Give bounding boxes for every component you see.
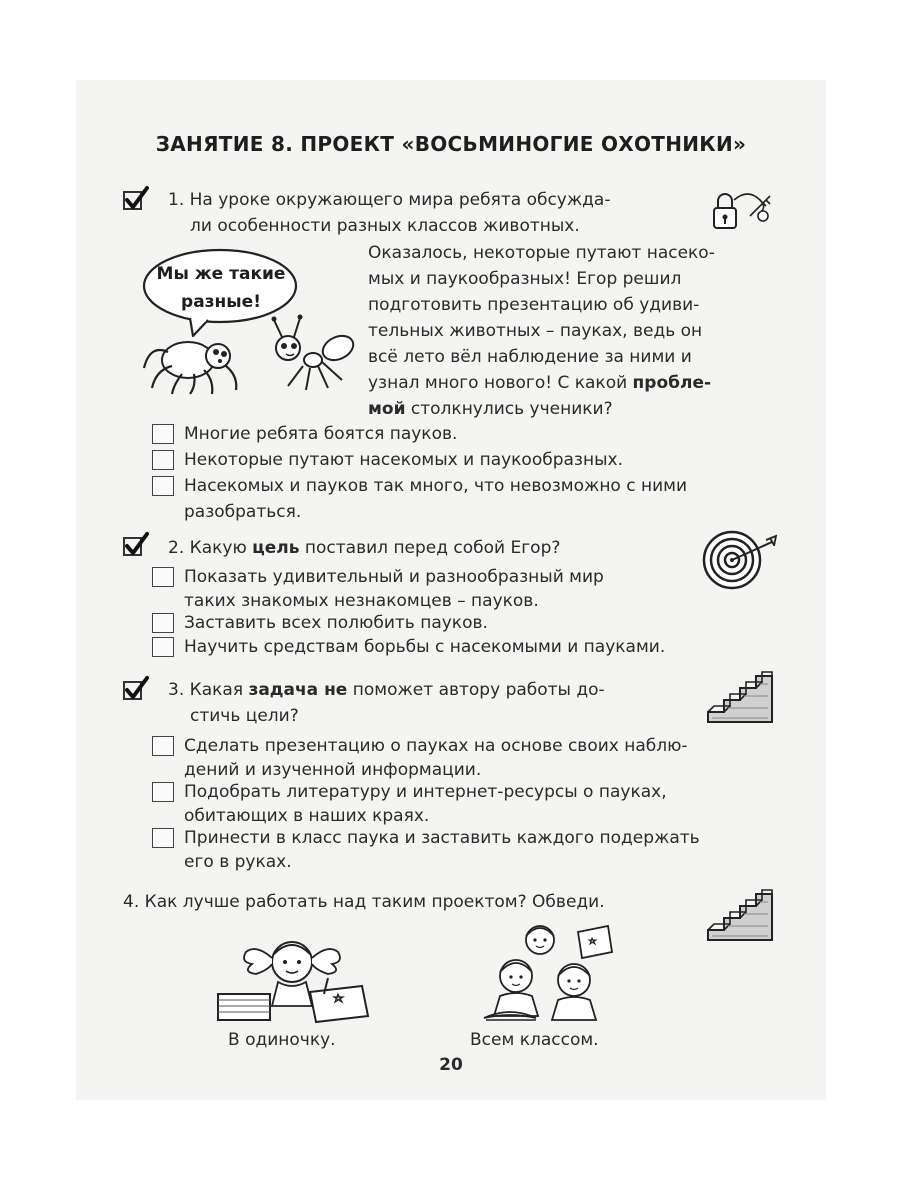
q3-option-3-checkbox[interactable] [152,828,174,848]
q2-option-2: Заставить всех полюбить пауков. [184,613,488,633]
checkmark-icon [123,532,149,558]
speech-bubble-text [146,260,296,316]
page-title: ЗАНЯТИЕ 8. ПРОЕКТ «ВОСЬМИНОГИЕ ОХОТНИКИ» [155,132,747,156]
q3-option-2: Подобрать литературу и интернет-ресурсы о пауках, [184,782,667,802]
q2-question [168,536,560,561]
q1-option-2: Некоторые путают насекомых и паукообразных. [184,450,623,470]
q3-bold-task: задача не [248,680,348,700]
caption-alone: В одиночку. [228,1030,336,1050]
q1-line-2: ли особенности разных классов животных. [190,216,580,236]
stairs-icon [704,668,776,726]
lock-key-icon [708,186,778,236]
stairs-icon [704,886,776,944]
page [76,80,826,1100]
q3-question-cont: стичь цели? [190,706,299,726]
q3-option-2-cont: обитающих в наших краях. [184,806,430,826]
q1-line-8-text: узнал много нового! С какой [368,373,633,393]
q2-option-1-cont: таких знакомых незнакомцев – пауков. [184,591,539,611]
target-arrow-icon [700,528,782,590]
q2-bold-goal: цель [252,538,300,558]
q1-tail: столкнулись ученики? [405,399,613,419]
q1-option-3-cont: разобраться. [184,502,302,522]
q3-post: поможет автору работы до- [347,680,605,700]
speech-bubble-line-2: разные! [181,292,261,312]
checkmark-icon [123,676,149,702]
q4-question: 4. Как лучше работать над таким проектом? Обведи. [123,892,605,912]
q2-option-2-checkbox[interactable] [152,613,174,633]
q2-option-1: Показать удивительный и разнообразный мир [184,567,604,587]
q3-option-1-cont: дений и изученной информации. [184,760,482,780]
q3-option-1: Сделать презентацию о пауках на основе своих наблю- [184,736,688,756]
q3-option-3: Принести в класс паука и заставить каждого подержать [184,828,700,848]
q1-option-3: Насекомых и пауков так много, что невозможно с ними [184,476,688,496]
q2-number: 2. [168,538,185,558]
q1-line-6: тельных животных – пауках, ведь он [368,321,703,341]
page-number: 20 [439,1055,463,1075]
q1-line-3: Оказалось, некоторые путают насеко- [368,243,715,263]
q1-line-8 [368,371,711,396]
q2-pre: Какую [189,538,253,558]
speech-bubble-line-1: Мы же такие [156,264,286,284]
q3-option-3-cont: его в руках. [184,852,292,872]
q1-bold-problem: пробле- [632,373,712,393]
q2-post: поставил перед собой Егор? [299,538,561,558]
q1-line-9 [368,397,613,422]
children-group-illustration[interactable] [480,920,650,1028]
q1-line-1 [168,188,610,213]
q1-line-7: всё лето вёл наблюдение за ними и [368,347,692,367]
q1-option-3-checkbox[interactable] [152,476,174,496]
q1-bold-problem-end: мой [368,399,406,419]
girl-studying-illustration[interactable] [212,930,382,1030]
q3-number: 3. [168,680,185,700]
caption-whole-class: Всем классом. [470,1030,599,1050]
q1-text: На уроке окружающего мира ребята обсужда- [189,190,611,210]
q1-line-4: мых и паукообразных! Егор решил [368,269,682,289]
q1-option-2-checkbox[interactable] [152,450,174,470]
worksheet [76,80,826,1100]
q1-line-5: подготовить презентацию об удиви- [368,295,700,315]
q3-question [168,678,605,703]
q2-option-1-checkbox[interactable] [152,567,174,587]
q3-option-1-checkbox[interactable] [152,736,174,756]
q2-option-3: Научить средствам борьбы с насекомыми и пауками. [184,637,666,657]
q2-option-3-checkbox[interactable] [152,637,174,657]
q1-number: 1. [168,190,185,210]
checkmark-icon [123,186,149,212]
q3-pre: Какая [189,680,249,700]
q1-option-1-checkbox[interactable] [152,424,174,444]
q1-option-1: Многие ребята боятся пауков. [184,424,458,444]
q3-option-2-checkbox[interactable] [152,782,174,802]
